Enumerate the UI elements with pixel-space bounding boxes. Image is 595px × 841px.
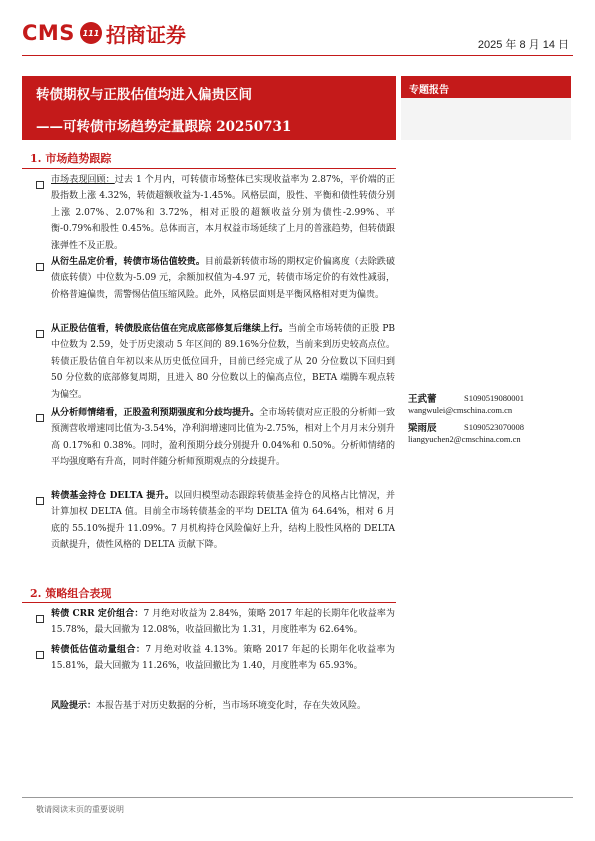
bullet-icon xyxy=(36,263,44,271)
paragraph-analyst-sentiment xyxy=(51,405,395,471)
report-date: 2025 年 8 月 14 日 xyxy=(477,39,569,51)
bullet-icon xyxy=(36,615,44,623)
bullet-icon xyxy=(36,497,44,505)
paragraph-lead: 从分析师情绪看，正股盈利预期强度和分歧均提升。 xyxy=(51,408,260,418)
report-title: 转债期权与正股估值均进入偏贵区间 xyxy=(36,87,252,103)
bullet-icon xyxy=(36,330,44,338)
footer-note: 敬请阅读末页的重要说明 xyxy=(36,805,124,814)
logo-latin: CMS xyxy=(22,21,75,45)
paragraph-derivatives xyxy=(51,254,395,303)
logo-badge-icon xyxy=(80,22,102,44)
paragraph-lead: 市场表现回顾： xyxy=(51,175,115,185)
logo-badge-text: 111 xyxy=(82,28,100,38)
paragraph-momentum-portfolio xyxy=(51,642,395,675)
bullet-icon xyxy=(36,651,44,659)
report-subtitle: ——可转债市场趋势定量跟踪 20250731 xyxy=(36,119,292,135)
paragraph-lead: 转债低估值动量组合： xyxy=(51,645,146,655)
paragraph-text: 7 月绝对收益 4.13%。策略 2017 年起的长期年化收益率为 15.81%，最大回撤为 11.26%，收益回撤比为 1.40，月度胜率为 65.93%。 xyxy=(51,645,395,672)
logo-chinese: 招商证券 xyxy=(105,22,186,47)
analyst-name: 王武蕾 xyxy=(408,394,437,405)
report-type-box xyxy=(401,98,571,140)
paragraph-text: 目前最新转债市场的期权定价偏离度（去除跌破债底转债）中位数为-5.09 元，余额加权值为-4.97 元，转债市场定价的有效性减弱，价格普遍偏贵，需警惕估值压缩风险。此外，风格层面则是平衡风格相对更为偏贵。 xyxy=(51,257,395,300)
paragraph-lead: 从正股估值看，转债股底估值在完成底部修复后继续上行。 xyxy=(51,324,289,334)
footer-divider xyxy=(22,797,573,798)
paragraph-lead: 转债 CRR 定价组合： xyxy=(51,609,144,619)
analyst-email[interactable]: wangwulei@cmschina.com.cn xyxy=(408,405,513,415)
paragraph-text: 全市场转债对应正股的分析师一致预测营收增速同比值为-3.54%，净利润增速同比值为-2.75%，相对上个月月末分别升高 0.17%和 0.38%。同时，盈利预期分歧分别提升 0.04%和 0.50%。分析师情绪的平均强度略有升高，同时伴随分析师预期观点的分歧提升。 xyxy=(51,408,395,468)
section-divider xyxy=(22,602,396,603)
paragraph-market-review xyxy=(51,172,395,254)
analyst-id: S1090523070008 xyxy=(464,422,524,432)
paragraph-crr-portfolio xyxy=(51,606,395,639)
bullet-icon xyxy=(36,181,44,189)
paragraph-valuation xyxy=(51,321,395,403)
section-heading-1: 1. 市场趋势跟踪 xyxy=(30,152,112,165)
section-heading-2: 2. 策略组合表现 xyxy=(30,587,112,600)
risk-lead: 风险提示： xyxy=(51,701,97,711)
header-divider xyxy=(22,55,573,56)
risk-warning xyxy=(51,698,395,715)
analyst-id: S1090519080001 xyxy=(464,393,524,403)
section-divider xyxy=(22,168,396,169)
company-logo xyxy=(22,20,186,46)
paragraph-text: 7 月绝对收益为 2.84%，策略 2017 年起的长期年化收益率为 15.78%，最大回撤为 12.08%，收益回撤比为 1.31，月度胜率为 62.64%。 xyxy=(51,609,395,636)
paragraph-fund-delta xyxy=(51,488,395,554)
risk-text: 本报告基于对历史数据的分析，当市场环境变化时，存在失效风险。 xyxy=(96,701,367,711)
analyst-name: 梁雨辰 xyxy=(408,423,437,434)
paragraph-text: 过去 1 个月内，可转债市场整体已实现收益率为 2.87%，平价端的正股指数上涨 4.32%，转债超额收益为-1.45%。风格层面，股性、平衡和债性转债分别上涨 2.07%、2.07%和 3.72%，相对正股的超额收益分别为债性-2.99%、平衡-0.79%和股性 0.45%。总体而言，本月权益市场延续了上月的普涨趋势，但转债跟涨弹性不及正股。 xyxy=(51,175,395,251)
paragraph-lead: 从衍生品定价看，转债市场估值较贵。 xyxy=(51,257,205,267)
analyst-email[interactable]: liangyuchen2@cmschina.com.cn xyxy=(408,434,521,444)
report-type: 专题报告 xyxy=(409,85,449,96)
paragraph-lead: 转债基金持仓 DELTA 提升。 xyxy=(51,491,175,501)
bullet-icon xyxy=(36,414,44,422)
paragraph-text: 当前全市场转债的正股 PB 中位数为 2.59，处于历史滚动 5 年区间的 89.16%分位数，当前来到历史较高点位。转债正股估值自年初以来从历史低位回升，目前已经完成了从 20 分位数以下回归到 50 分位数的底部修复周期，且进入 80 分位数以上的偏高点位，BETA 端腾车观点转为偏空。 xyxy=(51,324,395,400)
paragraph-text: 以回归模型动态跟踪转债基金持仓的风格占比情况，并计算加权 DELTA 值。目前全市场转债基金的平均 DELTA 值为 64.64%，相对 6 月底的 55.10%提升 11.09%。7 月机构持仓风险偏好上升，结构上股性风格的 DELTA 贡献提升，债性风格的 DELTA 贡献下降。 xyxy=(51,491,395,551)
